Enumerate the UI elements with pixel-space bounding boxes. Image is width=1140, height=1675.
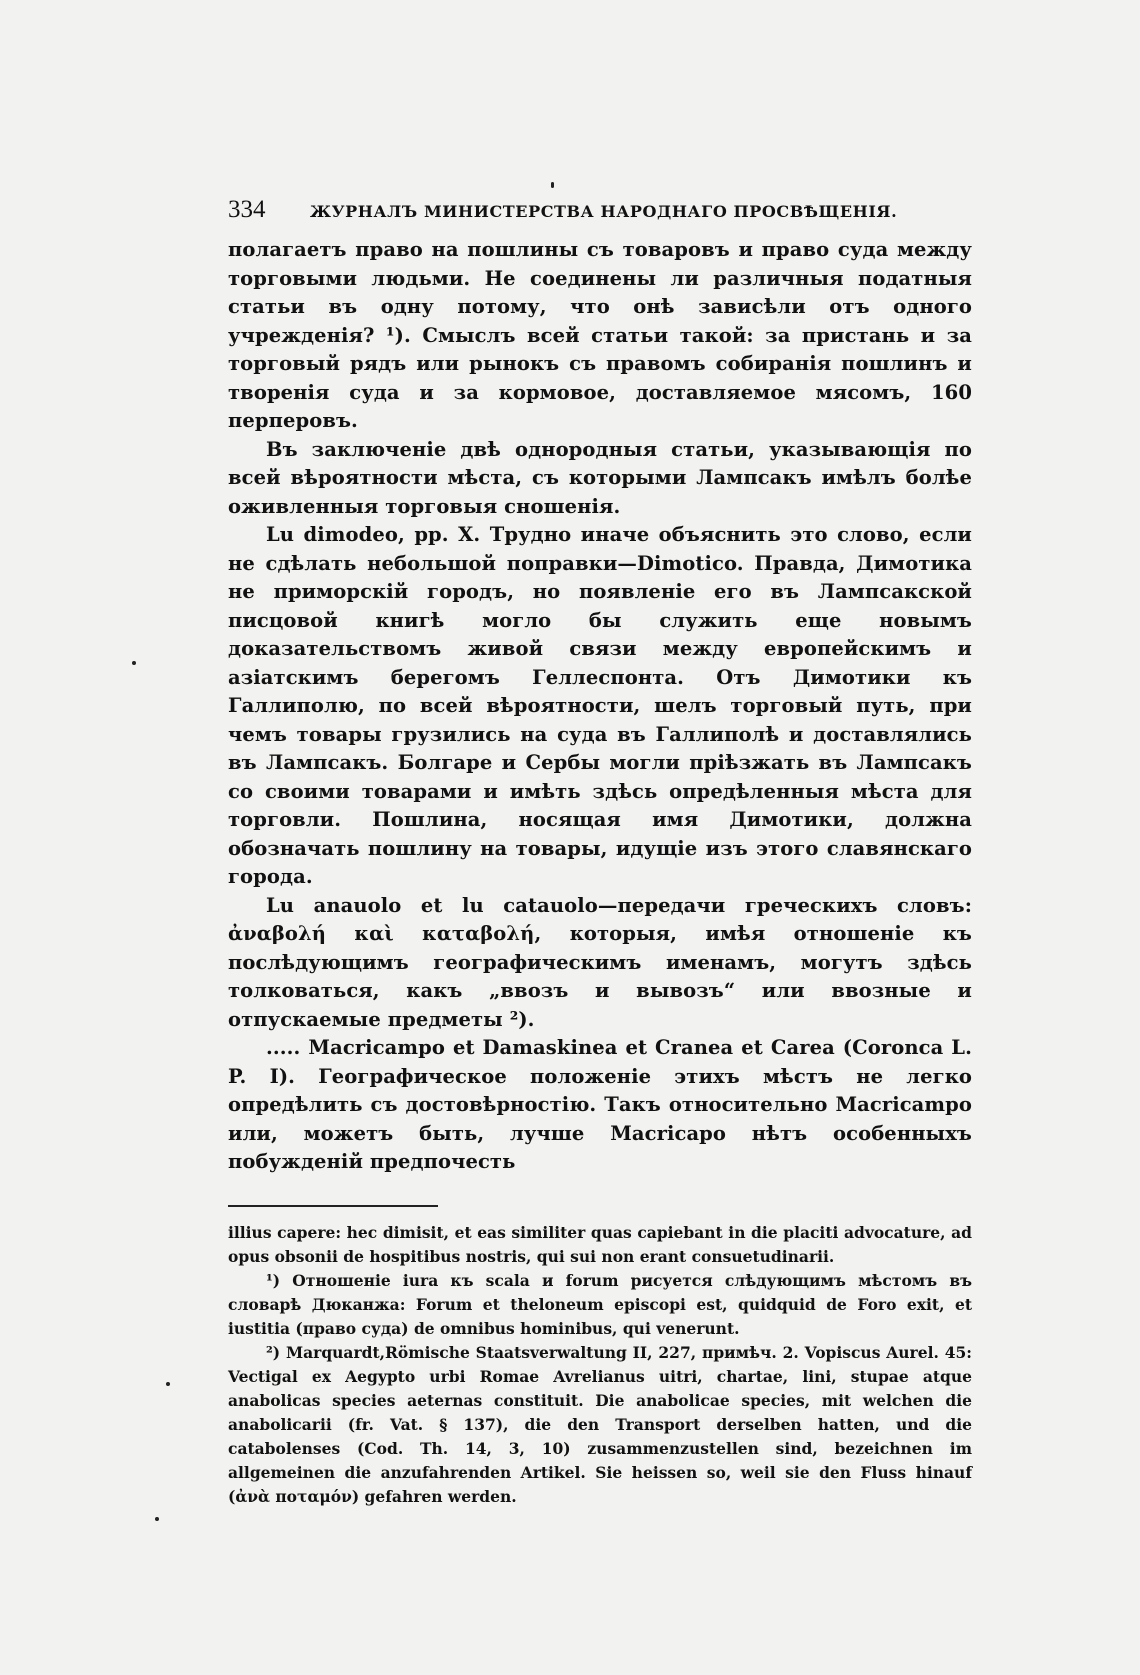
running-head: [228, 196, 972, 236]
book-page: [228, 196, 972, 1509]
body-text: [228, 236, 972, 1177]
footnote-1: ¹) Отношеніе iura къ scala и forum рисуется слѣдующимъ мѣстомъ въ словарѣ Дюканжа: Forum et theloneum episcopi est, quidquid de Foro exit, et iustitia (право суда) de omnibus hominibus, qui venerunt.: [228, 1270, 972, 1338]
paragraph-dimodeo: Lu dimodeo, pp. X. Трудно иначе объяснить это слово, если не сдѣлать небольшой поправки—Dimotico. Правда, Димотика не приморскій городъ, но появленіе его въ Лампсакской писцовой книгѣ могло бы служить еще новымъ доказательствомъ живой связи между европейскимъ и азіатскимъ берегомъ Геллеспонта. Отъ Димотики къ Галлиполю, по всей вѣроятности, шелъ торговый путь, при чемъ товары грузились на суда въ Галлиполѣ и доставлялись въ Лампсакъ. Болгаре и Сербы могли пріѣзжать въ Лампсакъ со своими товарами и имѣть здѣсь опредѣленныя мѣста для торговли. Пошлина, носящая имя Димотики, должна обозначать пошлину на товары, идущіе изъ этого славянскаго города.: [228, 523, 972, 888]
scan-speck: [155, 1517, 159, 1521]
page-number: 334: [228, 196, 266, 223]
scan-speck: [551, 182, 554, 188]
paragraph-anauolo: Lu anauolo et lu catauolo—передачи греческихъ словъ: ἀναβολή καὶ καταβολή, которыя, имѣя отношеніе къ послѣдующимъ географическимъ именамъ, могутъ здѣсь толковаться, какъ „ввозъ и вывозъ“ или ввозные и отпускаемые предметы ²).: [228, 893, 972, 1031]
scan-speck: [166, 1382, 170, 1386]
journal-title: ЖУРНАЛЪ МИНИСТЕРСТВА НАРОДНАГО ПРОСВѢЩЕНІЯ.: [310, 202, 898, 221]
footnotes: [228, 1221, 972, 1509]
paragraph-conclusion: Въ заключеніе двѣ однородныя статьи, указывающія по всей вѣроятности мѣста, съ которыми Лампсакъ имѣлъ болѣе оживленныя торговыя сношенія.: [228, 437, 972, 518]
footnote-continuation: illius capere: hec dimisit, et eas similiter quas capiebant in die placiti advocature, ad opus obsonii de hospitibus nostris, qui sui non erant consuetudinarii.: [228, 1222, 972, 1266]
footnote-2: ²) Marquardt,Römische Staatsverwaltung II, 227, примѣч. 2. Vopiscus Aurel. 45: Vectigal ex Aegypto urbi Romae Avrelianus uitri, chartae, lini, stupae atque anabolicas species aeternas constituit. Die anabolicae species, mit welchen die anabolicarii (fr. Vat. § 137), die den Transport derselben hatten, und die catabolenses (Cod. Th. 14, 3, 10) zusammenzustellen sind, bezeichnen im allgemeinen die anzufahrenden Artikel. Sie heissen so, weil sie den Fluss hinauf (ἀνὰ ποταμόν) gefahren werden.: [228, 1342, 972, 1506]
scan-speck: [132, 661, 136, 665]
paragraph-continuation: полагаетъ право на пошлины съ товаровъ и право суда между торговыми людьми. Не соединены ли различныя податныя статьи въ одну потому, что онѣ зависѣли отъ одного учрежденія? ¹). Смыслъ всей статьи такой: за пристань и за торговый рядъ или рынокъ съ правомъ собиранія пошлинъ и творенія суда и за кормовое, доставляемое мясомъ, 160 перперовъ.: [228, 238, 972, 432]
paragraph-macricampo: ..... Macricampo et Damaskinea et Cranea et Carea (Coronca L. P. I). Географическое положеніе этихъ мѣстъ не легко опредѣлить съ достовѣрностію. Такъ относительно Macricampo или, можетъ быть, лучше Macricapo нѣтъ особенныхъ побужденій предпочесть: [228, 1036, 972, 1173]
footnote-rule: [228, 1205, 438, 1207]
